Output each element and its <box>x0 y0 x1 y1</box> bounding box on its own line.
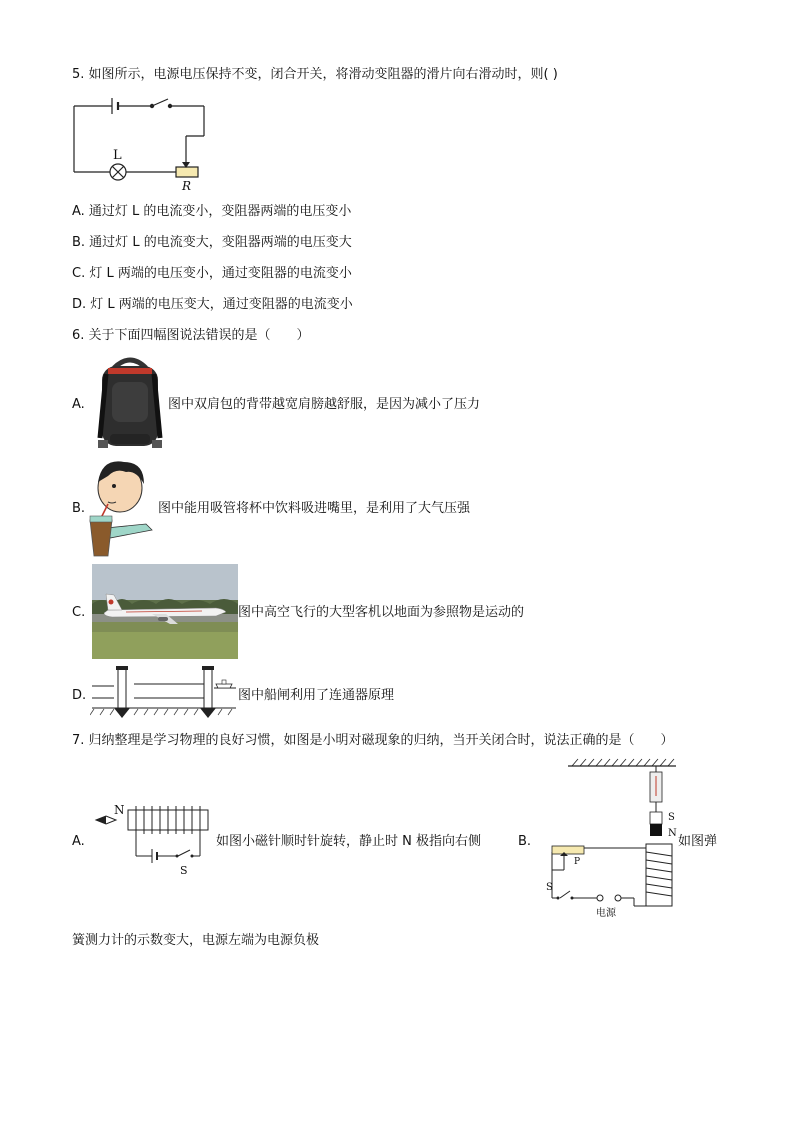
q6-option-a-text: 图中双肩包的背带越宽肩膀越舒服，是因为减小了压力 <box>168 397 481 412</box>
needle-n-label: N <box>114 803 125 817</box>
ship-lock-diagram <box>90 662 238 722</box>
q5-option-c[interactable]: C. 灯 L 两端的电压变小，通过变阻器的电流变小 <box>72 266 352 281</box>
switch-blade <box>152 99 168 106</box>
q6-option-c-letter[interactable]: C. <box>72 605 86 620</box>
magnet-s-label: S <box>668 812 675 823</box>
q5-stem: 5. 如图所示，电源电压保持不变，闭合开关，将滑动变阻器的滑片向右滑动时，则( ) <box>72 67 558 82</box>
rheostat-body <box>176 167 198 177</box>
magnet-n-label: N <box>668 828 677 839</box>
q6-option-b-letter[interactable]: B. <box>72 501 86 516</box>
q5-circuit-diagram <box>68 92 218 192</box>
q7-option-b-letter[interactable]: B. <box>518 834 532 849</box>
straw-drinking-image <box>86 458 156 558</box>
lamp-label: L <box>113 148 122 163</box>
q6-option-a-letter[interactable]: A. <box>72 397 85 412</box>
compass-needle-icon <box>96 816 106 824</box>
q7-option-a-letter[interactable]: A. <box>72 834 85 849</box>
power-source-label: 电源 <box>596 908 616 919</box>
resistor-label: R <box>182 179 192 192</box>
q7-option-b-text-end: 簧测力计的示数变大，电源左端为电源负极 <box>72 933 320 948</box>
q6-option-c-text: 图中高空飞行的大型客机以地面为参照物是运动的 <box>238 605 525 620</box>
slider-p-label: P <box>574 857 581 867</box>
q6-option-b-text: 图中能用吸管将杯中饮料吸进嘴里，是利用了大气压强 <box>158 501 471 516</box>
backpack-image <box>92 354 168 454</box>
q6-stem: 6. 关于下面四幅图说法错误的是（ ） <box>72 328 310 343</box>
q7-option-a-text: 如图小磁针顺时针旋转，静止时 N 极指向右侧 <box>216 834 481 849</box>
q6-option-d-letter[interactable]: D. <box>72 688 87 703</box>
q7-stem: 7. 归纳整理是学习物理的良好习惯，如图是小明对磁现象的归纳，当开关闭合时，说法正确的是（ ） <box>72 733 674 748</box>
q5-option-b[interactable]: B. 通过灯 L 的电流变大，变阻器两端的电压变大 <box>72 235 352 250</box>
q7a-solenoid-diagram <box>92 800 216 880</box>
q7b-spring-scale-diagram <box>538 756 678 922</box>
q5-option-a[interactable]: A. 通过灯 L 的电流变小，变阻器两端的电压变小 <box>72 204 352 219</box>
q7b-switch-label: S <box>546 882 553 893</box>
q7a-switch-label: S <box>180 864 188 877</box>
q5-option-d[interactable]: D. 灯 L 两端的电压变大，通过变阻器的电流变小 <box>72 297 353 312</box>
q7b-rheostat-body <box>552 846 584 854</box>
q6-option-d-text: 图中船闸利用了连通器原理 <box>238 688 395 703</box>
airliner-photo <box>92 564 238 659</box>
q7-option-b-text-start: 如图弹 <box>678 834 718 849</box>
